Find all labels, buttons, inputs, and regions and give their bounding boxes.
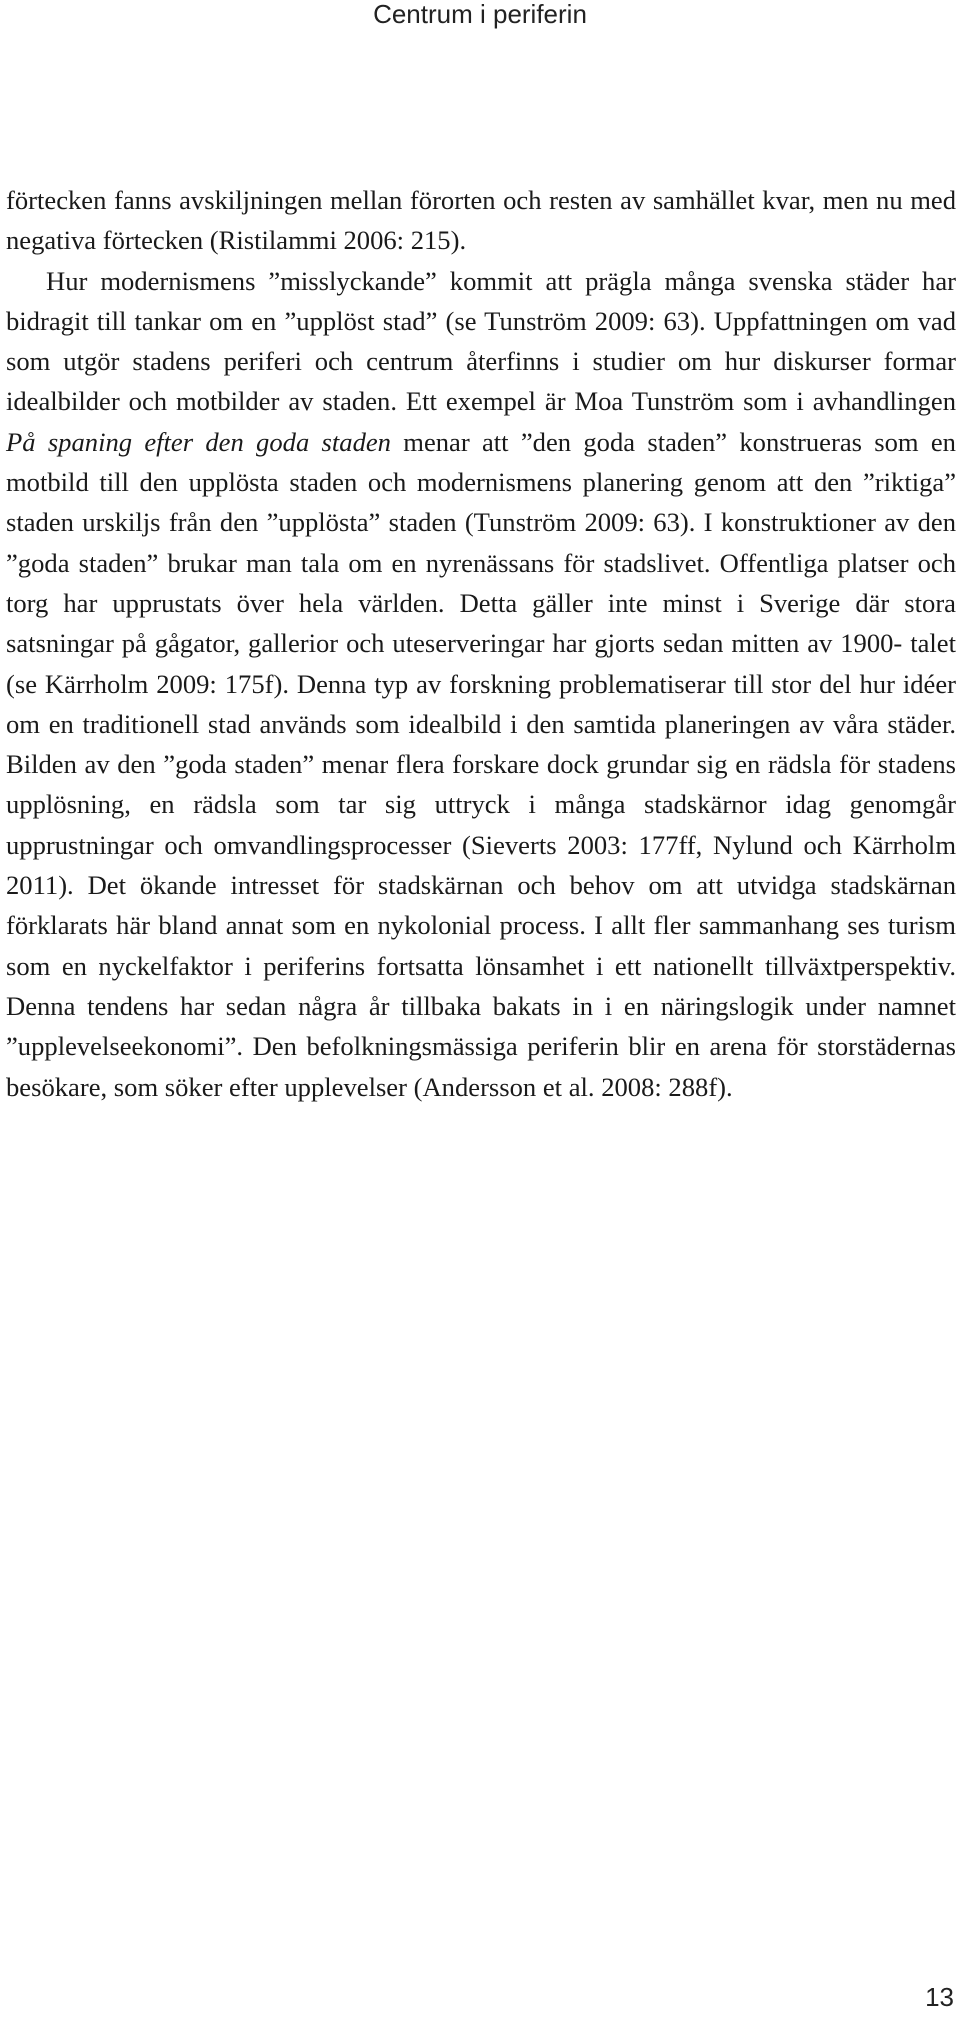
body-text (6, 180, 956, 1107)
italic-book-title: På spaning efter den goda staden (6, 426, 391, 457)
page-number: 13 (925, 1982, 954, 2012)
paragraph-continuation: förtecken fanns avskiljningen mellan förorten och resten av samhället kvar, men nu med negativa förtecken (Ristilammi 2006: 215). (6, 185, 956, 256)
paragraph-main (6, 261, 956, 1107)
paragraph-text-after-title: menar att ”den goda staden” konstrueras som en motbild till den upplösta staden och modernismens planering genom att den ”riktiga” staden urskiljs från den ”upplösta” staden (Tunström 2009: 63). I konstruktioner av den ”goda staden” brukar man tala om en nyrenässans för stadslivet. Offentliga platser och torg har upprustats över hela världen. Detta gäller inte minst i Sverige där stora satsningar på gågator, gallerior och uteserveringar har gjorts sedan mitten av 1900- talet (se Kärrholm 2009: 175f). Denna typ av forskning problematiserar till stor del hur idéer om en traditionell stad används som idealbild i den samtida planeringen av våra städer. Bilden av den ”goda staden” menar flera forskare dock grundar sig en rädsla för stadens upplösning, en rädsla som tar sig uttryck i många stadskärnor idag genomgår upprustningar och omvandlingsprocesser (Sieverts 2003: 177ff, Nylund och Kärrholm 2011). Det ökande intresset för stadskärnan och behov om att utvidga stadskärnan förklarats här bland annat som en nykolonial process. I allt fler sammanhang ses turism som en nyckelfaktor i periferins fortsatta lönsamhet i ett nationellt tillväxtperspektiv. Denna tendens har sedan några år tillbaka bakats in i en näringslogik under namnet ”upplevelseekonomi”. Den befolkningsmässiga periferin blir en arena för storstädernas besökare, som söker efter upplevelser (Andersson et al. 2008: 288f). (6, 426, 956, 1102)
running-header: Centrum i periferin (373, 0, 587, 29)
paragraph-text-before-title: Hur modernismens ”misslyckande” kommit att prägla många svenska städer har bidragit till tankar om en ”upplöst stad” (se Tunström 2009: 63). Uppfattningen om vad som utgör stadens periferi och centrum återfinns i studier om hur diskurser formar idealbilder och motbilder av staden. Ett exempel är Moa Tunström som i avhandlingen (6, 265, 956, 417)
